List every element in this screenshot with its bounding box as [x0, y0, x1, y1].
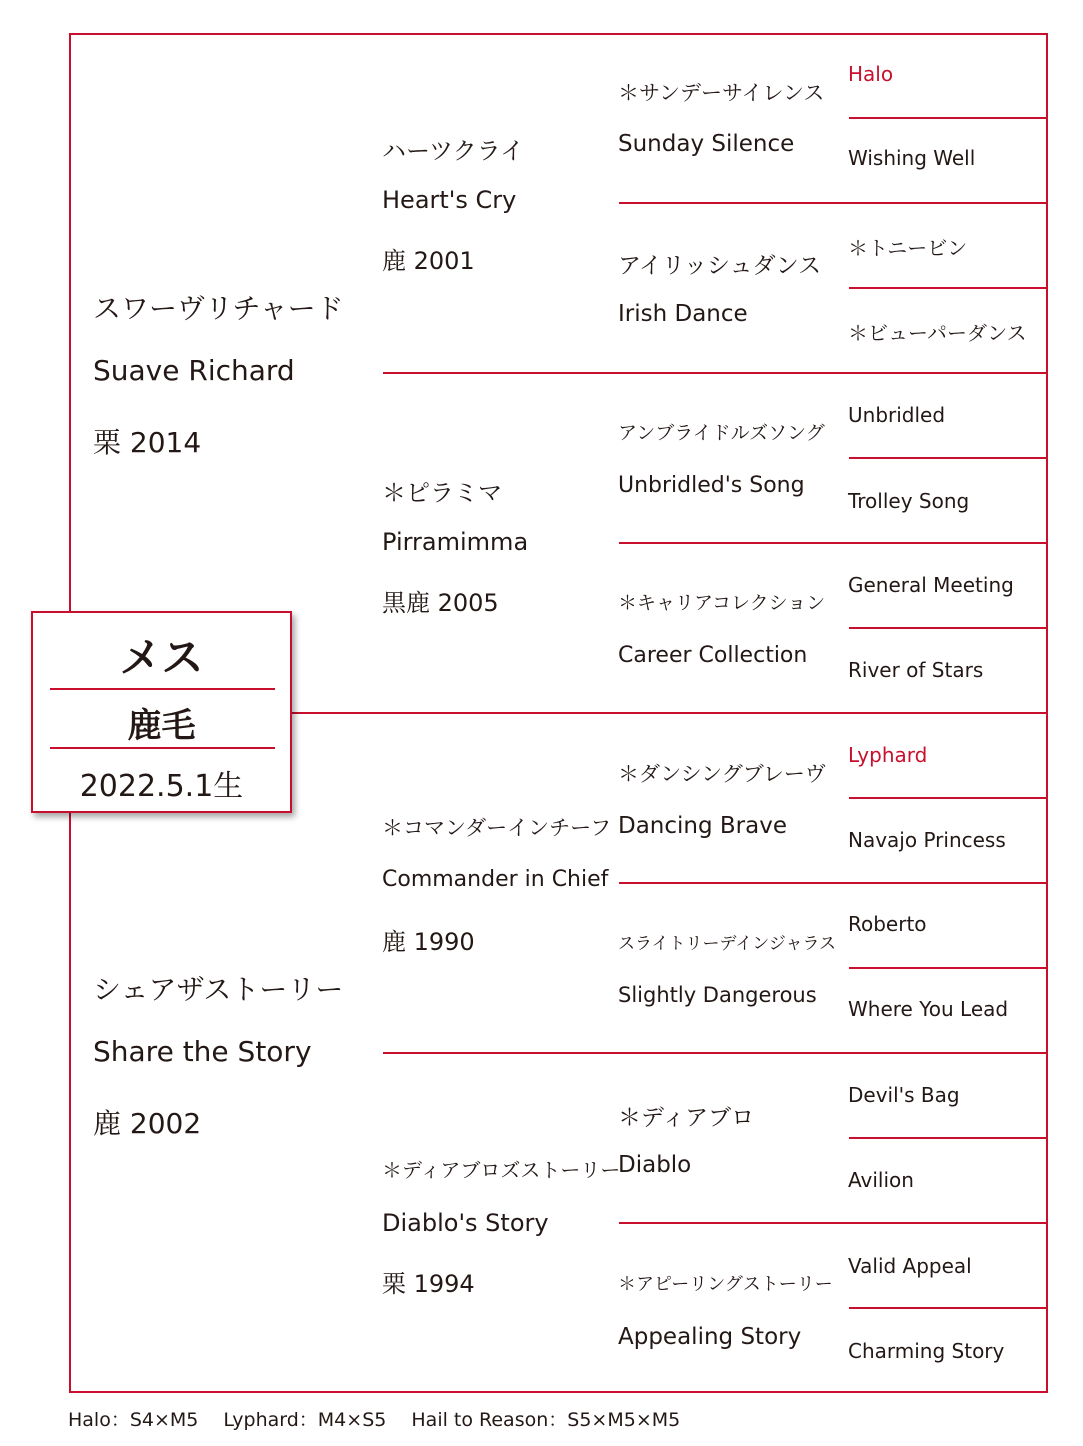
- divider-gen3: [619, 202, 1047, 204]
- divider-gen4: [849, 627, 1047, 629]
- gen2-info: 栗 1994: [382, 1270, 475, 1298]
- gen3-name-ja: ＊サンデーサイレンス: [618, 81, 825, 105]
- divider-gen2-lower: [383, 1052, 1047, 1054]
- gen2-name-en: Diablo's Story: [382, 1209, 549, 1237]
- gen3-name-en: Career Collection: [618, 643, 808, 668]
- gen2-name-en: Commander in Chief: [382, 867, 609, 892]
- gen3-name-ja: ＊ディアブロ: [618, 1105, 755, 1131]
- gen3-name-en: Appealing Story: [618, 1324, 802, 1350]
- divider-gen2-upper: [383, 372, 1047, 374]
- gen3-name-en: Slightly Dangerous: [618, 983, 817, 1007]
- gen4-name: Devil's Bag: [848, 1083, 960, 1107]
- gen4-name: River of Stars: [848, 658, 984, 682]
- foal-separator: [50, 747, 275, 749]
- divider-gen4: [849, 117, 1047, 119]
- gen3-name-en: Dancing Brave: [618, 813, 787, 839]
- gen4-name: Valid Appeal: [848, 1254, 972, 1278]
- divider-gen4: [849, 1137, 1047, 1139]
- foal-coat-color: 鹿毛: [127, 706, 196, 746]
- divider-sire-dam: [292, 712, 1047, 714]
- dam-name-ja: シェアザストーリー: [93, 973, 344, 1006]
- gen3-name-en: Unbridled's Song: [618, 473, 805, 498]
- gen4-name: Charming Story: [848, 1339, 1005, 1363]
- sire-name-ja: スワーヴリチャード: [93, 292, 344, 325]
- gen3-name-ja: ＊キャリアコレクション: [618, 592, 826, 614]
- gen3-name-ja: アンブライドルズソング: [618, 422, 825, 444]
- gen4-name: Unbridled: [848, 403, 946, 427]
- dam-info: 鹿 2002: [93, 1107, 202, 1140]
- divider-gen4: [849, 287, 1047, 289]
- gen4-name: Trolley Song: [848, 489, 970, 513]
- divider-gen4: [849, 457, 1047, 459]
- gen2-name-en: Heart's Cry: [382, 186, 517, 214]
- gen2-name-ja: ハーツクライ: [382, 137, 525, 165]
- foal-birth-date: 2022.5.1生: [79, 769, 244, 804]
- gen2-name-ja: ＊ディアブロズストーリー: [382, 1158, 621, 1182]
- dam-name-en: Share the Story: [93, 1035, 312, 1068]
- divider-gen4: [849, 1307, 1047, 1309]
- divider-gen4: [849, 797, 1047, 799]
- gen2-name-ja: ＊コマンダーインチーフ: [382, 816, 612, 840]
- gen4-name: Avilion: [848, 1168, 914, 1192]
- gen4-name: ＊ビューパーダンス: [848, 321, 1027, 345]
- gen3-name-en: Diablo: [618, 1152, 692, 1178]
- divider-gen3: [619, 1222, 1047, 1224]
- gen2-info: 黒鹿 2005: [382, 589, 499, 617]
- gen3-name-en: Irish Dance: [618, 301, 748, 327]
- gen3-name-ja: アイリッシュダンス: [618, 253, 822, 279]
- gen4-name: ＊トニービン: [848, 236, 968, 260]
- gen2-name-ja: ＊ピラミマ: [382, 479, 502, 507]
- inbreeding-note: Halo：S4×M5 Lyphard：M4×S5 Hail to Reason：S5×M5×M5: [68, 1409, 681, 1431]
- gen4-name: General Meeting: [848, 573, 1014, 597]
- gen3-name-ja: ＊ダンシングブレーヴ: [618, 762, 826, 786]
- gen2-info: 鹿 1990: [382, 928, 475, 956]
- foal-box: [31, 611, 292, 813]
- gen4-name: Navajo Princess: [848, 828, 1006, 852]
- foal-sex: メス: [119, 633, 204, 682]
- divider-gen3: [619, 542, 1047, 544]
- gen3-name-ja: スライトリーデインジャラス: [618, 934, 837, 954]
- foal-separator: [50, 688, 275, 690]
- gen4-name: Halo: [848, 62, 894, 86]
- gen2-info: 鹿 2001: [382, 247, 475, 275]
- gen3-name-ja: ＊アピーリングストーリー: [618, 1274, 833, 1295]
- sire-info: 栗 2014: [93, 426, 202, 459]
- gen4-name: Roberto: [848, 912, 927, 936]
- sire-name-en: Suave Richard: [93, 354, 295, 387]
- gen2-name-en: Pirramimma: [382, 528, 529, 556]
- divider-gen4: [849, 967, 1047, 969]
- divider-gen3: [619, 882, 1047, 884]
- gen4-name: Lyphard: [848, 743, 928, 767]
- gen4-name: Wishing Well: [848, 146, 976, 170]
- gen3-name-en: Sunday Silence: [618, 131, 795, 157]
- gen4-name: Where You Lead: [848, 997, 1009, 1021]
